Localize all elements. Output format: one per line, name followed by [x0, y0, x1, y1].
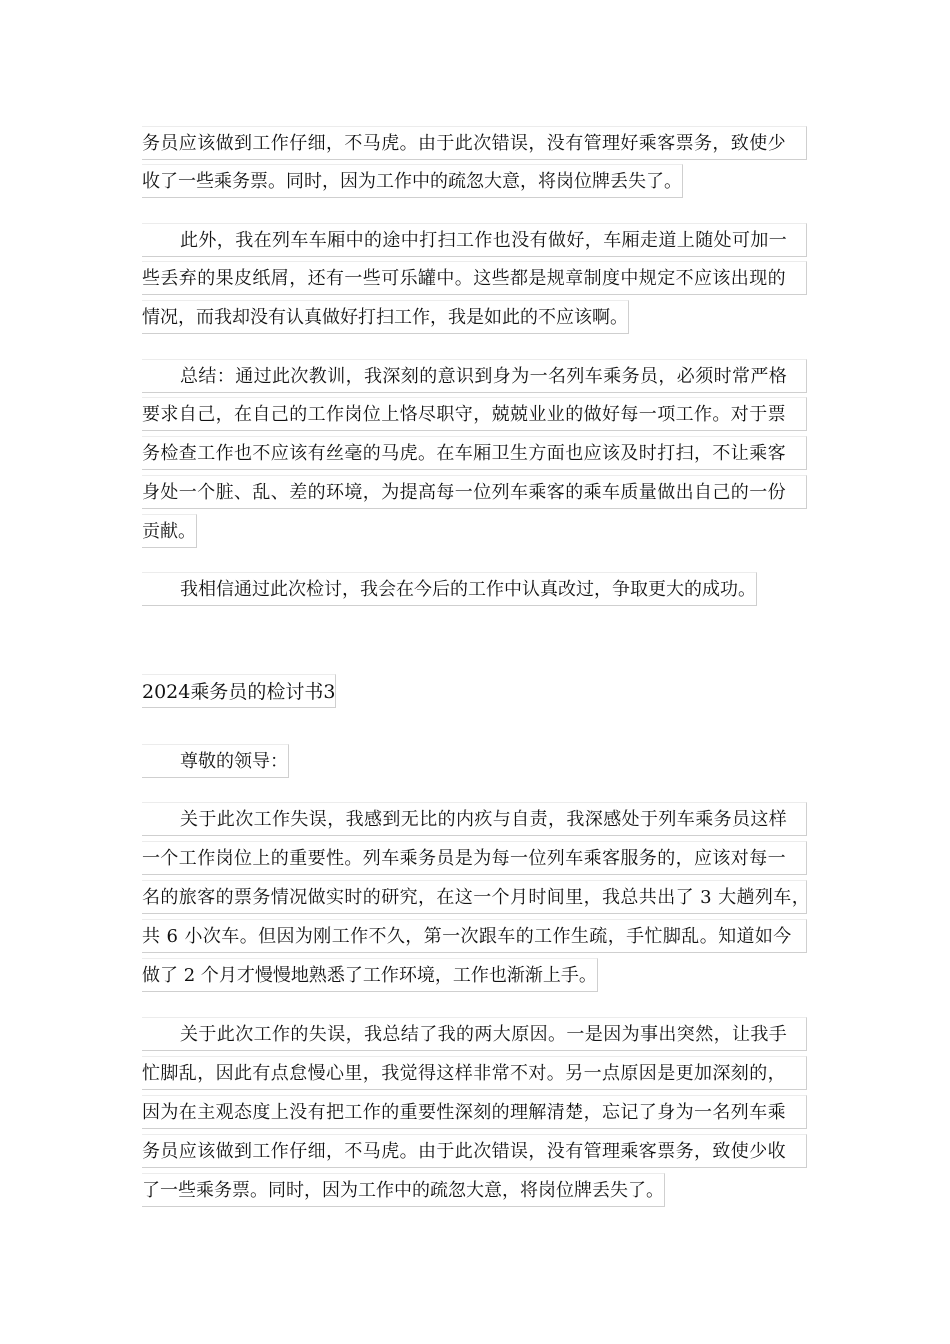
paragraph-line: 收了一些乘务票。同时，因为工作中的疏忽大意，将岗位牌丢失了。 — [142, 164, 683, 198]
paragraph-line: 情况，而我却没有认真做好打扫工作，我是如此的不应该啊。 — [142, 300, 629, 334]
paragraph-line: 务员应该做到工作仔细，不马虎。由于此次错误，没有管理好乘客票务，致使少 — [142, 126, 807, 160]
paragraph-line: 做了 2 个月才慢慢地熟悉了工作环境，工作也渐渐上手。 — [142, 958, 598, 992]
paragraph-line: 一个工作岗位上的重要性。列车乘务员是为每一位列车乘客服务的，应该对每一 — [142, 841, 807, 875]
paragraph-line: 因为在主观态度上没有把工作的重要性深刻的理解清楚，忘记了身为一名列车乘 — [142, 1095, 807, 1129]
paragraph-line: 要求自己，在自己的工作岗位上恪尽职守，兢兢业业的做好每一项工作。对于票 — [142, 397, 807, 431]
paragraph-line: 身处一个脏、乱、差的环境，为提高每一位列车乘客的乘车质量做出自己的一份 — [142, 475, 807, 509]
salutation: 尊敬的领导： — [142, 744, 289, 778]
paragraph-line: 务员应该做到工作仔细，不马虎。由于此次错误，没有管理乘客票务，致使少收 — [142, 1134, 807, 1168]
paragraph-line: 些丢弃的果皮纸屑，还有一些可乐罐中。这些都是规章制度中规定不应该出现的 — [142, 261, 807, 295]
paragraph-line: 共 6 小次车。但因为刚工作不久，第一次跟车的工作生疏，手忙脚乱。知道如今 — [142, 919, 807, 953]
paragraph-line: 总结：通过此次教训，我深刻的意识到身为一名列车乘务员，必须时常严格 — [142, 359, 807, 393]
paragraph-line: 关于此次工作的失误，我总结了我的两大原因。一是因为事出突然，让我手 — [142, 1017, 807, 1051]
section-heading: 2024乘务员的检讨书3 — [142, 674, 336, 708]
paragraph-line: 忙脚乱，因此有点怠慢心里，我觉得这样非常不对。另一点原因是更加深刻的， — [142, 1056, 807, 1090]
paragraph-line: 贡献。 — [142, 514, 197, 548]
paragraph-line: 务检查工作也不应该有丝毫的马虎。在车厢卫生方面也应该及时打扫，不让乘客 — [142, 436, 807, 470]
paragraph-line: 名的旅客的票务情况做实时的研究，在这一个月时间里，我总共出了 3 大趟列车， — [142, 880, 807, 914]
paragraph-line: 关于此次工作失误，我感到无比的内疚与自责，我深感处于列车乘务员这样 — [142, 802, 807, 836]
paragraph-line: 我相信通过此次检讨，我会在今后的工作中认真改过，争取更大的成功。 — [142, 572, 757, 606]
paragraph-line: 了一些乘务票。同时，因为工作中的疏忽大意，将岗位牌丢失了。 — [142, 1173, 665, 1207]
paragraph-line: 此外，我在列车车厢中的途中打扫工作也没有做好，车厢走道上随处可加一 — [142, 223, 807, 257]
